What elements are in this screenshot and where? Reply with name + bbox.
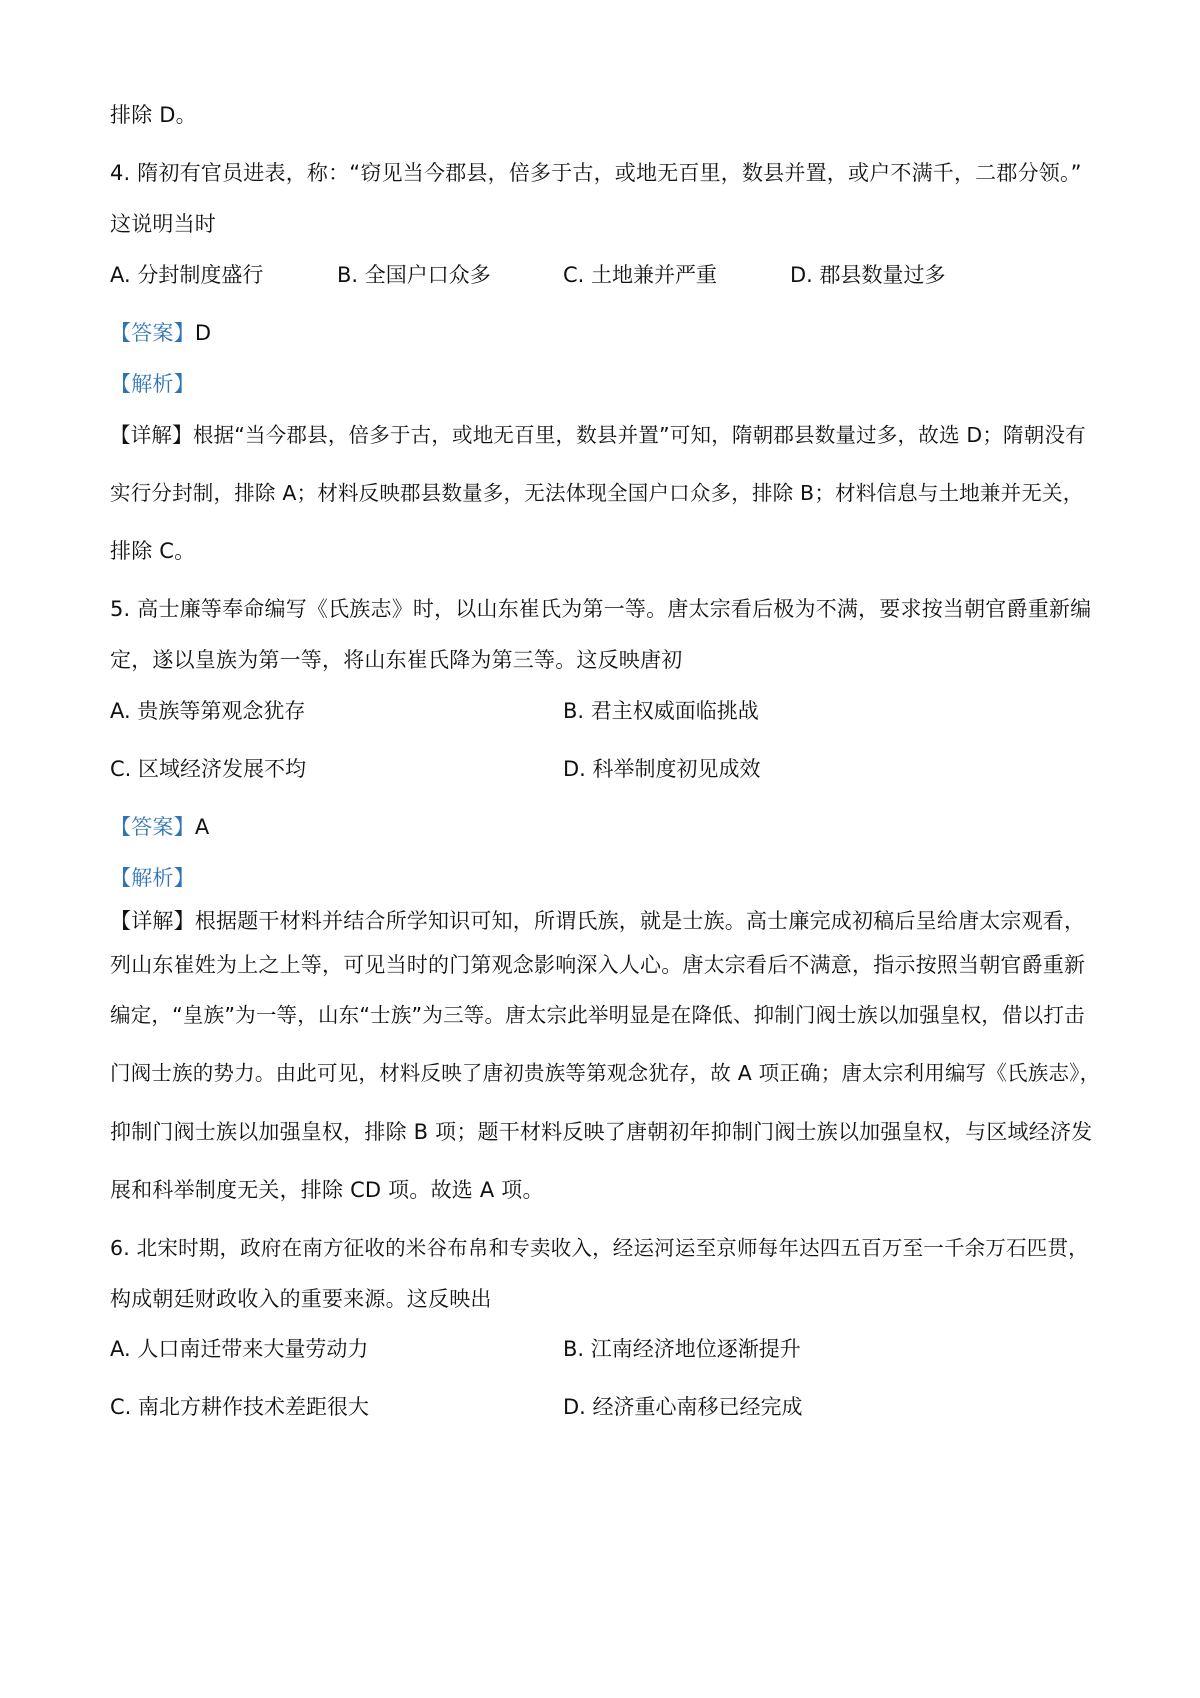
- question-4-option-c: C. 土地兼并严重: [563, 263, 718, 287]
- question-5-detail-line-2: 列山东崔姓为上之上等，可见当时的门第观念影响深入人心。唐太宗看后不满意，指示按照当朝官爵重新: [110, 953, 1086, 977]
- question-6-option-c: C. 南北方耕作技术差距很大: [110, 1395, 370, 1419]
- question-5-option-d: D. 科举制度初见成效: [563, 757, 761, 781]
- question-5-detail-line-6: 展和科举制度无关，排除 CD 项。故选 A 项。: [110, 1178, 544, 1202]
- question-5-option-b: B. 君主权威面临挑战: [563, 699, 759, 723]
- question-4-answer: [110, 318, 1100, 348]
- question-4-stem-line-2: 这说明当时: [110, 212, 216, 236]
- question-4-option-b: B. 全国户口众多: [337, 263, 491, 287]
- answer-label: 【答案】: [110, 815, 195, 839]
- question-4-detail-line-2: 实行分封制，排除 A；材料反映郡县数量多，无法体现全国户口众多，排除 B；材料信息与土地兼并无关，: [110, 481, 1084, 505]
- answer-value: A: [194, 815, 210, 839]
- question-5-stem-line-1: 5. 高士廉等奉命编写《氏族志》时，以山东崔氏为第一等。唐太宗看后极为不满，要求按当朝官爵重新编: [110, 597, 1092, 621]
- answer-value: D: [194, 321, 212, 345]
- question-6-option-b: B. 江南经济地位逐渐提升: [563, 1337, 801, 1361]
- question-6-option-d: D. 经济重心南移已经完成: [563, 1395, 803, 1419]
- question-6-stem-line-2: 构成朝廷财政收入的重要来源。这反映出: [110, 1287, 492, 1311]
- question-4-analysis-label: 【解析】: [110, 372, 195, 396]
- question-5-option-c: C. 区域经济发展不均: [110, 757, 307, 781]
- question-5-detail-line-5: 抑制门阀士族以加强皇权，排除 B 项；题干材料反映了唐朝初年抑制门阀士族以加强皇权，与区域经济发: [110, 1120, 1093, 1144]
- question-5-detail-line-1: [110, 906, 1100, 936]
- question-4-option-d: D. 郡县数量过多: [790, 263, 946, 287]
- question-5-analysis-label: 【解析】: [110, 866, 195, 890]
- prev-answer-tail: 排除 D。: [110, 103, 197, 127]
- detail-label: 【详解】: [110, 423, 193, 447]
- question-4-detail-line-1: [110, 420, 1100, 450]
- question-4-stem-line-1: 4. 隋初有官员进表，称：“窃见当今郡县，倍多于古，或地无百里，数县并置，或户不满千，二郡分领。”: [110, 161, 1082, 185]
- question-5-answer: [110, 812, 1100, 842]
- question-4-detail-line-3: 排除 C。: [110, 539, 196, 563]
- detail-label: 【详解】: [110, 909, 195, 933]
- detail-text: 根据“当今郡县，倍多于古，或地无百里，数县并置”可知，隋朝郡县数量过多，故选 D；隋朝没有: [192, 423, 1086, 447]
- detail-text: 根据题干材料并结合所学知识可知，所谓氏族，就是士族。高士廉完成初稿后呈给唐太宗观看，: [194, 909, 1086, 933]
- question-5-option-a: A. 贵族等第观念犹存: [110, 699, 306, 723]
- question-5-stem-line-2: 定，遂以皇族为第一等，将山东崔氏降为第三等。这反映唐初: [110, 648, 683, 672]
- question-6-stem-line-1: 6. 北宋时期，政府在南方征收的米谷布帛和专卖收入，经运河运至京师每年达四五百万至一千余万石匹贯，: [110, 1236, 1089, 1260]
- answer-label: 【答案】: [110, 321, 195, 345]
- question-4-option-a: A. 分封制度盛行: [110, 263, 264, 287]
- question-5-detail-line-3: 编定，“皇族”为一等，山东“士族”为三等。唐太宗此举明显是在降低、抑制门阀士族以加强皇权，借以打击: [110, 1003, 1085, 1027]
- question-5-detail-line-4: 门阀士族的势力。由此可见，材料反映了唐初贵族等第观念犹存，故 A 项正确；唐太宗利用编写《氏族志》，: [110, 1061, 1101, 1085]
- question-6-option-a: A. 人口南迁带来大量劳动力: [110, 1337, 369, 1361]
